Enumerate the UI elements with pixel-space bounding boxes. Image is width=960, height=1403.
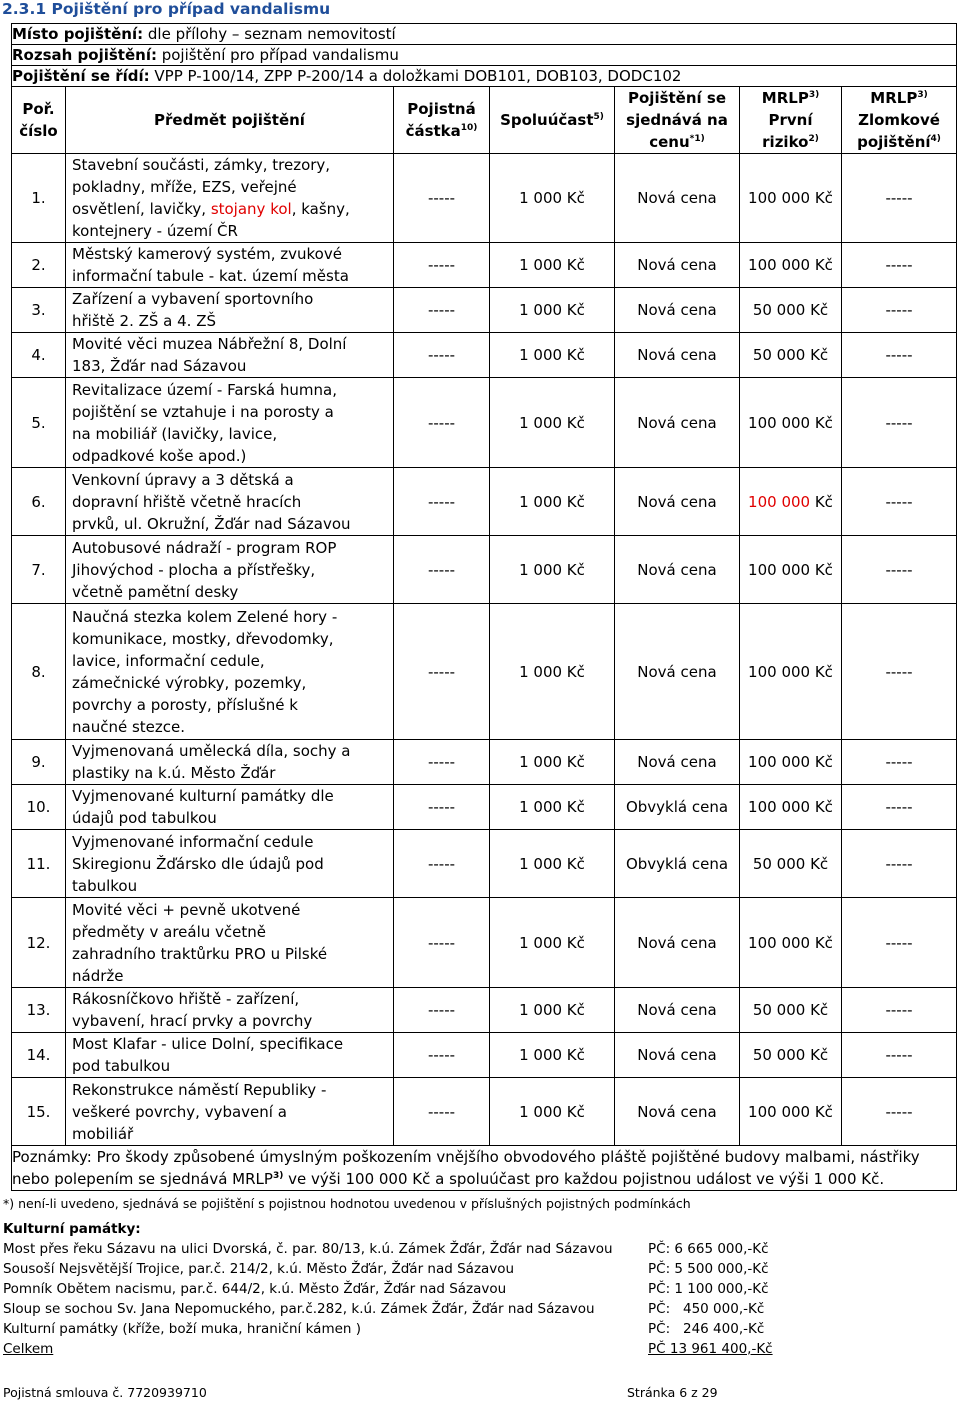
row-number: 5.: [12, 378, 66, 468]
subject-line: informační tabule - kat. území města: [72, 267, 349, 285]
subject-line: lavice, informační cedule,: [72, 651, 265, 670]
subject-line: údajů pod tabulkou: [72, 809, 217, 827]
subject-line: pojištění se vztahuje i na porosty a: [72, 402, 334, 421]
subject-line: Movité věci muzea Nábřežní 8, Dolní: [72, 335, 347, 353]
subject-line: veškeré povrchy, vybavení a: [72, 1102, 287, 1121]
header-mrlp-first: MRLP$^{3)}$ První riziko$^{2)}$: [740, 87, 842, 154]
row-mrlp-fraction: -----: [842, 740, 957, 785]
row-sum: -----: [394, 154, 490, 243]
subject-line: Venkovní úpravy a 3 dětská a: [72, 470, 294, 489]
subject-line: osvětlení, lavičky,: [72, 200, 211, 218]
subject-line: zámečnické výrobky, pozemky,: [72, 673, 307, 692]
subject-line: Vyjmenovaná umělecká díla, sochy a: [72, 742, 351, 760]
subject-line: na mobiliář (lavičky, lavice,: [72, 424, 278, 443]
table-row: [12, 988, 957, 1033]
monument-name: Sousoší Nejsvětější Trojice, par.č. 214/2, k.ú. Město Žďár, Žďár nad Sázavou: [3, 1261, 515, 1277]
row-subject: [66, 830, 394, 898]
row-deductible: 1 000 Kč: [490, 740, 615, 785]
row-mrlp-first: 100 000 Kč: [740, 604, 842, 740]
row-sum: -----: [394, 604, 490, 740]
header-no: Poř. číslo: [12, 87, 66, 154]
info-value: dle přílohy – seznam nemovitostí: [143, 25, 396, 43]
row-subject: [66, 333, 394, 378]
subject-line: naučné stezce.: [72, 717, 185, 736]
subject-line: předměty v areálu včetně: [72, 922, 266, 941]
row-number: 2.: [12, 243, 66, 288]
row-sum: -----: [394, 536, 490, 604]
row-deductible: 1 000 Kč: [490, 154, 615, 243]
subject-line: Most Klafar - ulice Dolní, specifikace: [72, 1035, 344, 1053]
row-number: 15.: [12, 1078, 66, 1146]
row-mrlp-fraction: -----: [842, 898, 957, 988]
table-row: [12, 604, 957, 740]
row-basis: Nová cena: [615, 1033, 740, 1078]
highlighted-text: stojany kol: [210, 200, 292, 218]
row-sum: -----: [394, 740, 490, 785]
subject-line: Rekonstrukce náměstí Republiky -: [72, 1080, 327, 1099]
row-basis: Nová cena: [615, 243, 740, 288]
row-subject: [66, 1033, 394, 1078]
row-deductible: 1 000 Kč: [490, 785, 615, 830]
row-mrlp-first: [740, 468, 842, 536]
subject-line: Revitalizace území - Farská humna,: [72, 380, 337, 399]
row-sum: -----: [394, 785, 490, 830]
notes-text: Poznámky: Pro škody způsobené úmyslným poškozením vnějšího obvodového pláště pojištěné budovy malbami, nástřiky nebo polepením se sjednává MRLP: [12, 1148, 920, 1188]
monuments-title: Kulturní památky:: [3, 1221, 141, 1237]
row-subject: [66, 785, 394, 830]
row-sum: -----: [394, 378, 490, 468]
row-subject: [66, 378, 394, 468]
table-row: [12, 378, 957, 468]
row-mrlp-fraction: -----: [842, 1033, 957, 1078]
subject-line: Rákosníčkovo hřiště - zařízení,: [72, 990, 300, 1008]
row-mrlp-first: 100 000 Kč: [740, 898, 842, 988]
row-number: 4.: [12, 333, 66, 378]
subject-line: mobiliář: [72, 1124, 134, 1143]
row-number: 8.: [12, 604, 66, 740]
monument-value: PČ: 450 000,-Kč: [648, 1301, 765, 1317]
row-mrlp-first: 100 000 Kč: [740, 536, 842, 604]
row-mrlp-fraction: -----: [842, 604, 957, 740]
row-number: 6.: [12, 468, 66, 536]
row-mrlp-first: 100 000 Kč: [740, 378, 842, 468]
row-deductible: 1 000 Kč: [490, 1033, 615, 1078]
row-basis: Nová cena: [615, 536, 740, 604]
subject-line: vybavení, hrací prvky a povrchy: [72, 1012, 313, 1030]
subject-line: včetně pamětní desky: [72, 582, 239, 601]
row-subject: [66, 604, 394, 740]
table-row: [12, 830, 957, 898]
row-number: 11.: [12, 830, 66, 898]
subject-line: nádrže: [72, 966, 124, 985]
row-deductible: 1 000 Kč: [490, 243, 615, 288]
table-row: [12, 1033, 957, 1078]
monuments-total-value: PČ 13 961 400,-Kč: [648, 1341, 773, 1357]
table-row: [12, 740, 957, 785]
row-sum: -----: [394, 988, 490, 1033]
subject-line: Movité věci + pevně ukotvené: [72, 900, 301, 919]
row-subject: [66, 740, 394, 785]
subject-line: Stavební součásti, zámky, trezory,: [72, 156, 331, 174]
info-key: Pojištění se řídí:: [12, 67, 150, 85]
monuments-total-label: Celkem: [3, 1341, 54, 1357]
row-mrlp-fraction: -----: [842, 243, 957, 288]
info-row-place: [12, 24, 957, 45]
info-row-terms: [12, 66, 957, 87]
table-row: [12, 333, 957, 378]
row-deductible: 1 000 Kč: [490, 988, 615, 1033]
subject-line: Vyjmenované informační cedule: [72, 832, 314, 851]
row-basis: Nová cena: [615, 740, 740, 785]
subject-line: kontejnery - území ČR: [72, 222, 238, 240]
row-mrlp-first: 100 000 Kč: [740, 243, 842, 288]
row-number: 3.: [12, 288, 66, 333]
notes-sup: 3): [272, 1171, 284, 1181]
table-row: [12, 468, 957, 536]
row-deductible: 1 000 Kč: [490, 830, 615, 898]
row-deductible: 1 000 Kč: [490, 536, 615, 604]
row-sum: -----: [394, 1033, 490, 1078]
row-subject: [66, 536, 394, 604]
subject-line: , kašny,: [291, 200, 350, 218]
notes-row: [12, 1146, 957, 1191]
notes-cell: [12, 1146, 957, 1191]
row-mrlp-fraction: -----: [842, 378, 957, 468]
subject-line: pod tabulkou: [72, 1057, 171, 1075]
row-sum: -----: [394, 1078, 490, 1146]
row-basis: Nová cena: [615, 333, 740, 378]
header-deductible: Spoluúčast$^{5)}$: [490, 87, 615, 154]
monument-name: Pomník Obětem nacismu, par.č. 644/2, k.ú. Město Žďár, Žďár nad Sázavou: [3, 1281, 507, 1297]
notes-text: ve výši 100 000 Kč a spoluúčast pro každou pojistnou událost ve výši 1 000 Kč.: [283, 1170, 885, 1188]
header-mrlp-fraction: MRLP$^{3)}$ Zlomkové pojištění$^{4)}$: [842, 87, 957, 154]
table-row: [12, 785, 957, 830]
row-mrlp-first: 50 000 Kč: [740, 830, 842, 898]
row-deductible: 1 000 Kč: [490, 468, 615, 536]
row-mrlp-first: 50 000 Kč: [740, 288, 842, 333]
row-subject: [66, 154, 394, 243]
monument-value: PČ: 1 100 000,-Kč: [648, 1281, 769, 1297]
monument-value: PČ: 246 400,-Kč: [648, 1321, 765, 1337]
subject-line: zahradního traktůrku PRO u Pilské: [72, 944, 328, 963]
row-sum: -----: [394, 333, 490, 378]
contract-number: Pojistná smlouva č. 7720939710: [3, 1385, 207, 1400]
row-mrlp-fraction: -----: [842, 785, 957, 830]
table-row: [12, 243, 957, 288]
row-subject: [66, 288, 394, 333]
row-basis: Obvyklá cena: [615, 830, 740, 898]
row-number: 13.: [12, 988, 66, 1033]
subject-line: komunikace, mostky, dřevodomky,: [72, 629, 334, 648]
row-deductible: 1 000 Kč: [490, 288, 615, 333]
row-subject: [66, 243, 394, 288]
row-mrlp-first: 100 000 Kč: [740, 154, 842, 243]
row-basis: Obvyklá cena: [615, 785, 740, 830]
row-mrlp-fraction: -----: [842, 1078, 957, 1146]
header-basis: Pojištění se sjednává na cenu$^{*1)}$: [615, 87, 740, 154]
subject-line: 183, Žďár nad Sázavou: [72, 357, 247, 375]
subject-line: Zařízení a vybavení sportovního: [72, 290, 314, 308]
subject-line: Naučná stezka kolem Zelené hory -: [72, 607, 338, 626]
row-basis: Nová cena: [615, 154, 740, 243]
row-sum: -----: [394, 468, 490, 536]
row-basis: Nová cena: [615, 378, 740, 468]
row-basis: Nová cena: [615, 604, 740, 740]
row-number: 7.: [12, 536, 66, 604]
table-row: [12, 898, 957, 988]
row-mrlp-first: 50 000 Kč: [740, 1033, 842, 1078]
row-deductible: 1 000 Kč: [490, 898, 615, 988]
row-mrlp-first: 100 000 Kč: [740, 1078, 842, 1146]
row-basis: Nová cena: [615, 288, 740, 333]
info-key: Rozsah pojištění:: [12, 46, 157, 64]
section-title: 2.3.1 Pojištění pro případ vandalismu: [2, 0, 331, 18]
row-deductible: 1 000 Kč: [490, 333, 615, 378]
footnote: *) není-li uvedeno, sjednává se pojištění s pojistnou hodnotou uvedenou v příslušných pojistných podmínkách: [3, 1196, 691, 1211]
info-row-scope: [12, 45, 957, 66]
row-subject: [66, 988, 394, 1033]
subject-line: Městský kamerový systém, zvukové: [72, 245, 342, 263]
monument-name: Most přes řeku Sázavu na ulici Dvorská, č. par. 80/13, k.ú. Zámek Žďár, Žďár nad Sázavou: [3, 1241, 613, 1257]
row-number: 12.: [12, 898, 66, 988]
subject-line: Vyjmenované kulturní památky dle: [72, 787, 334, 805]
insurance-table: [11, 23, 957, 1191]
row-mrlp-first: 100 000 Kč: [740, 785, 842, 830]
row-mrlp-fraction: -----: [842, 154, 957, 243]
monument-value: PČ: 6 665 000,-Kč: [648, 1241, 769, 1257]
subject-line: Skiregionu Žďársko dle údajů pod: [72, 854, 324, 873]
subject-line: hřiště 2. ZŠ a 4. ZŠ: [72, 312, 217, 330]
subject-line: povrchy a porosty, příslušné k: [72, 695, 298, 714]
row-mrlp-fraction: -----: [842, 333, 957, 378]
row-deductible: 1 000 Kč: [490, 378, 615, 468]
table-header: [12, 87, 957, 154]
row-basis: Nová cena: [615, 1078, 740, 1146]
row-sum: -----: [394, 243, 490, 288]
row-number: 10.: [12, 785, 66, 830]
row-sum: -----: [394, 288, 490, 333]
row-basis: Nová cena: [615, 468, 740, 536]
header-sum: Pojistná částka$^{10)}$: [394, 87, 490, 154]
row-mrlp-first: 50 000 Kč: [740, 988, 842, 1033]
table-row: [12, 1078, 957, 1146]
row-deductible: 1 000 Kč: [490, 1078, 615, 1146]
subject-line: prvků, ul. Okružní, Žďár nad Sázavou: [72, 514, 351, 533]
info-key: Místo pojištění:: [12, 25, 144, 43]
row-subject: [66, 468, 394, 536]
table-row: [12, 536, 957, 604]
subject-line: Autobusové nádraží - program ROP: [72, 538, 337, 557]
row-mrlp-fraction: -----: [842, 988, 957, 1033]
row-deductible: 1 000 Kč: [490, 604, 615, 740]
row-sum: -----: [394, 898, 490, 988]
subject-line: pokladny, mříže, EZS, veřejné: [72, 178, 297, 196]
info-value: pojištění pro případ vandalismu: [156, 46, 399, 64]
row-mrlp-fraction: -----: [842, 536, 957, 604]
row-subject: [66, 1078, 394, 1146]
row-mrlp-fraction: -----: [842, 288, 957, 333]
row-number: 9.: [12, 740, 66, 785]
page-number: Stránka 6 z 29: [627, 1385, 718, 1400]
subject-line: odpadkové koše apod.): [72, 446, 247, 465]
row-mrlp-first: 100 000 Kč: [740, 740, 842, 785]
table-row: [12, 288, 957, 333]
table-row: [12, 154, 957, 243]
row-basis: Nová cena: [615, 988, 740, 1033]
header-subject: Předmět pojištění: [66, 87, 394, 154]
subject-line: tabulkou: [72, 876, 138, 895]
row-subject: [66, 898, 394, 988]
subject-line: Jihovýchod - plocha a přístřešky,: [72, 560, 316, 579]
row-mrlp-fraction: -----: [842, 468, 957, 536]
monument-name: Kulturní památky (kříže, boží muka, hraniční kámen ): [3, 1321, 362, 1337]
row-sum: -----: [394, 830, 490, 898]
row-number: 1.: [12, 154, 66, 243]
info-value: VPP P-100/14, ZPP P-200/14 a doložkami DOB101, DOB103, DODC102: [149, 67, 682, 85]
row-mrlp-first: 50 000 Kč: [740, 333, 842, 378]
monument-name: Sloup se sochou Sv. Jana Nepomuckého, par.č.282, k.ú. Zámek Žďár, Žďár nad Sázavou: [3, 1301, 595, 1317]
row-number: 14.: [12, 1033, 66, 1078]
row-mrlp-fraction: -----: [842, 830, 957, 898]
value-unit: Kč: [810, 492, 833, 511]
highlighted-value: 100 000: [748, 492, 811, 511]
row-basis: Nová cena: [615, 898, 740, 988]
subject-line: plastiky na k.ú. Město Žďár: [72, 764, 276, 782]
subject-line: dopravní hřiště včetně hracích: [72, 492, 302, 511]
monument-value: PČ: 5 500 000,-Kč: [648, 1261, 769, 1277]
